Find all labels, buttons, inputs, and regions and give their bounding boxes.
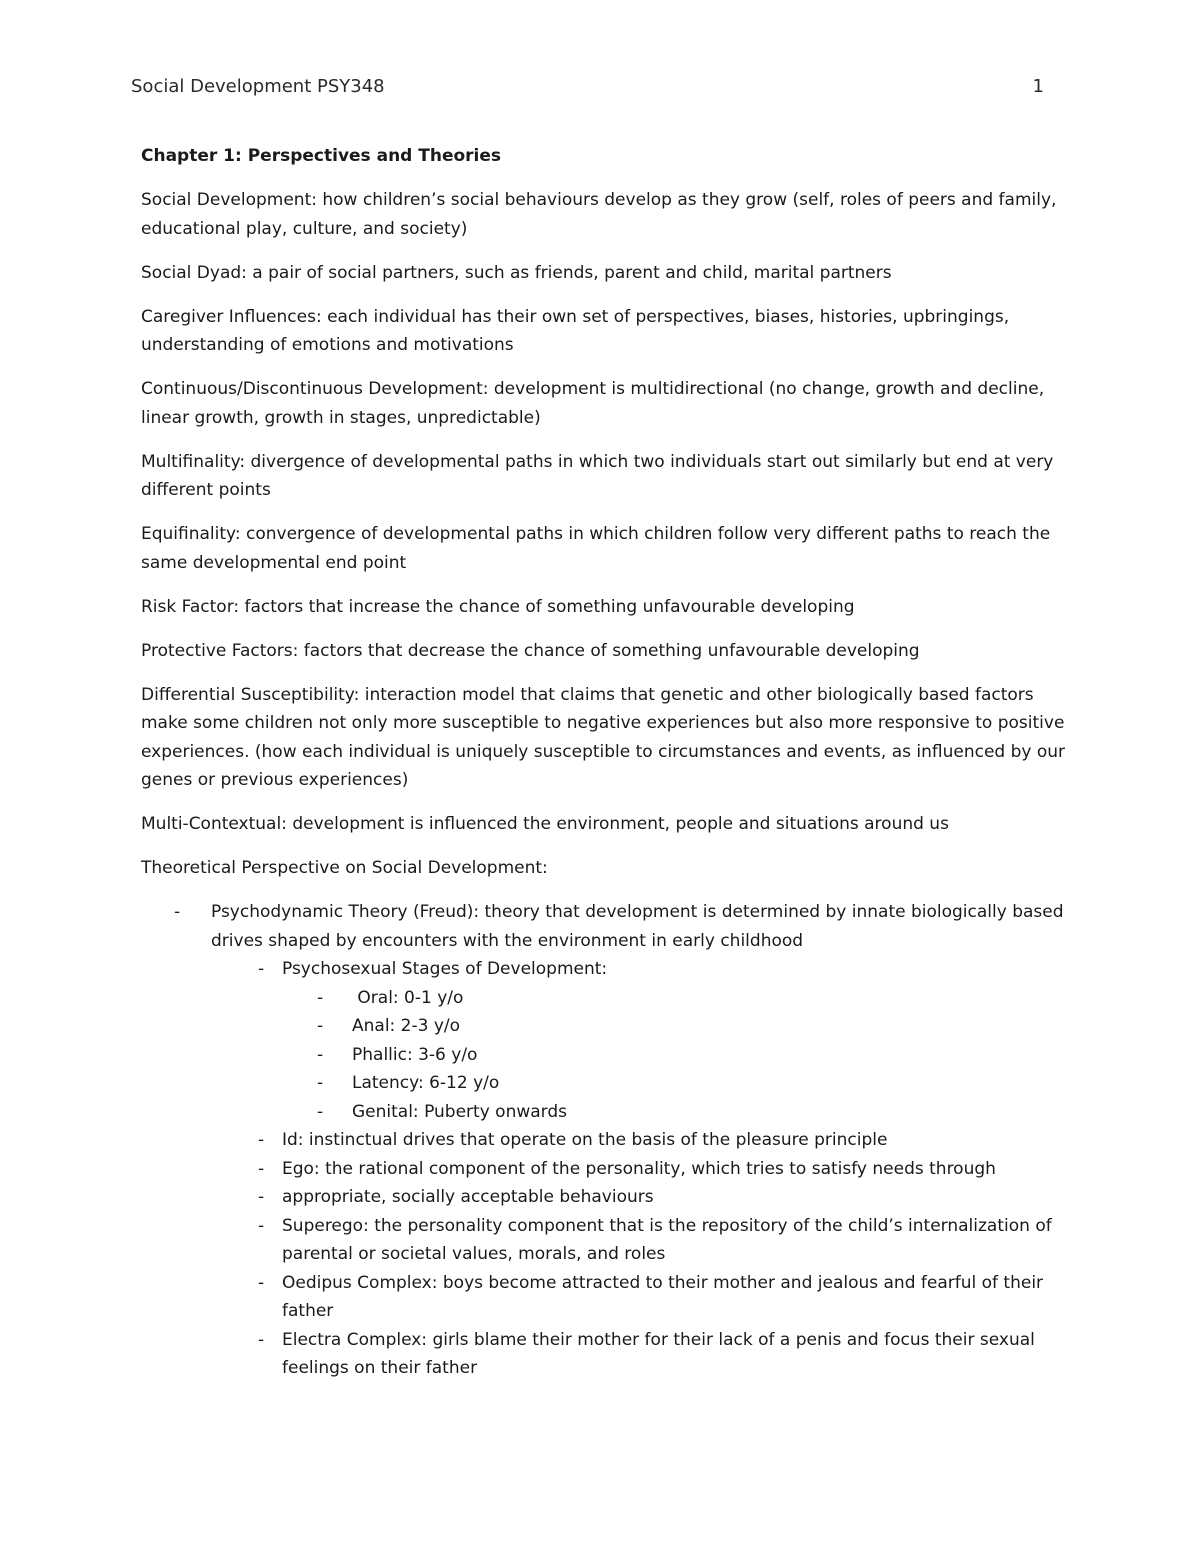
- stage-genital: [282, 1098, 1066, 1127]
- definition-differential-susceptibility: Differential Susceptibility: interaction model that claims that genetic and other biologically based factors make some children not only more susceptible to negative experiences but also more responsive to positive experiences. (how each individual is uniquely susceptible to circumstances and events, as influenced by our genes or previous experiences): [141, 684, 1066, 790]
- list-item-ego: [211, 1155, 1066, 1184]
- definition-social-development: Social Development: how children’s social behaviours develop as they grow (self, roles of peers and family, educational play, culture, and society): [141, 190, 1057, 239]
- stage-text: Oral: 0-1 y/o: [352, 987, 464, 1008]
- item-text: appropriate, socially acceptable behaviours: [282, 1187, 654, 1207]
- list-item-psychosexual: [211, 955, 1066, 1126]
- dash-bullet: -: [258, 1272, 265, 1293]
- document-body: [141, 142, 1066, 1383]
- dash-bullet: -: [317, 1073, 324, 1093]
- stage-text: Phallic: 3-6 y/o: [352, 1044, 478, 1065]
- stages-list: [211, 984, 1066, 1127]
- stage-phallic: [282, 1041, 1066, 1070]
- dash-bullet: -: [317, 1016, 324, 1036]
- dash-bullet: -: [258, 1215, 265, 1236]
- psychodynamic-sublist: [141, 955, 1066, 1383]
- definition-equifinality: Equifinality: convergence of developmental paths in which children follow very different paths to reach the same developmental end point: [141, 524, 1051, 573]
- list-item-electra: [211, 1326, 1066, 1383]
- list-item-psychodynamic: [141, 898, 1066, 1383]
- definition-protective-factors: Protective Factors: factors that decrease the chance of something unfavourable developing: [141, 640, 920, 661]
- definition-continuous-development: Continuous/Discontinuous Development: development is multidirectional (no change, growth and decline, linear growth, growth in stages, unpredictable): [141, 379, 1045, 428]
- dash-bullet: -: [258, 1158, 265, 1179]
- chapter-heading: Chapter 1: Perspectives and Theories: [141, 146, 502, 166]
- dash-bullet: -: [258, 1329, 265, 1350]
- definition-caregiver-influences: Caregiver Influences: each individual has their own set of perspectives, biases, histories, upbringings, understanding of emotions and motivations: [141, 306, 1010, 355]
- list-item-oedipus: [211, 1269, 1066, 1326]
- stage-text: Anal: 2-3 y/o: [352, 1016, 461, 1036]
- dash-bullet: -: [317, 1101, 324, 1122]
- definition-multi-contextual: Multi-Contextual: development is influenced the environment, people and situations around us: [141, 814, 949, 834]
- dash-bullet: -: [174, 902, 181, 922]
- psychodynamic-text: Psychodynamic Theory (Freud): theory that development is determined by innate biologically based drives shaped by encounters with the environment in early childhood: [211, 902, 1064, 951]
- page-header: [131, 74, 1044, 100]
- item-text: Electra Complex: girls blame their mother for their lack of a penis and focus their sexual feelings on their father: [282, 1329, 1035, 1378]
- dash-bullet: -: [317, 1044, 324, 1065]
- list-item-ego-continued: [211, 1183, 1066, 1212]
- dash-bullet: -: [258, 959, 265, 979]
- page-number: 1: [1032, 76, 1044, 97]
- dash-bullet: -: [258, 1130, 265, 1150]
- stage-anal: [282, 1012, 1066, 1041]
- list-item-id: [211, 1126, 1066, 1155]
- psychosexual-text: Psychosexual Stages of Development:: [282, 959, 608, 979]
- dash-bullet: -: [317, 987, 324, 1008]
- theory-list: [141, 898, 1066, 1383]
- stage-text: Latency: 6-12 y/o: [352, 1073, 500, 1093]
- list-item-superego: [211, 1212, 1066, 1269]
- item-text: Id: instinctual drives that operate on the basis of the pleasure principle: [282, 1130, 888, 1150]
- section-theoretical-perspective: Theoretical Perspective on Social Development:: [141, 858, 548, 878]
- stage-oral: [282, 984, 1066, 1013]
- definition-social-dyad: Social Dyad: a pair of social partners, such as friends, parent and child, marital partners: [141, 262, 892, 283]
- dash-bullet: -: [258, 1187, 265, 1207]
- header-title: Social Development PSY348: [131, 76, 385, 97]
- definition-risk-factor: Risk Factor: factors that increase the chance of something unfavourable developing: [141, 596, 855, 617]
- stage-text: Genital: Puberty onwards: [352, 1101, 567, 1122]
- definition-multifinality: Multifinality: divergence of developmental paths in which two individuals start out similarly but end at very different points: [141, 451, 1054, 500]
- item-text: Oedipus Complex: boys become attracted to their mother and jealous and fearful of their father: [282, 1272, 1044, 1321]
- item-text: Ego: the rational component of the personality, which tries to satisfy needs through: [282, 1158, 996, 1179]
- stage-latency: [282, 1069, 1066, 1098]
- item-text: Superego: the personality component that is the repository of the child’s internalization of parental or societal values, morals, and roles: [282, 1215, 1052, 1264]
